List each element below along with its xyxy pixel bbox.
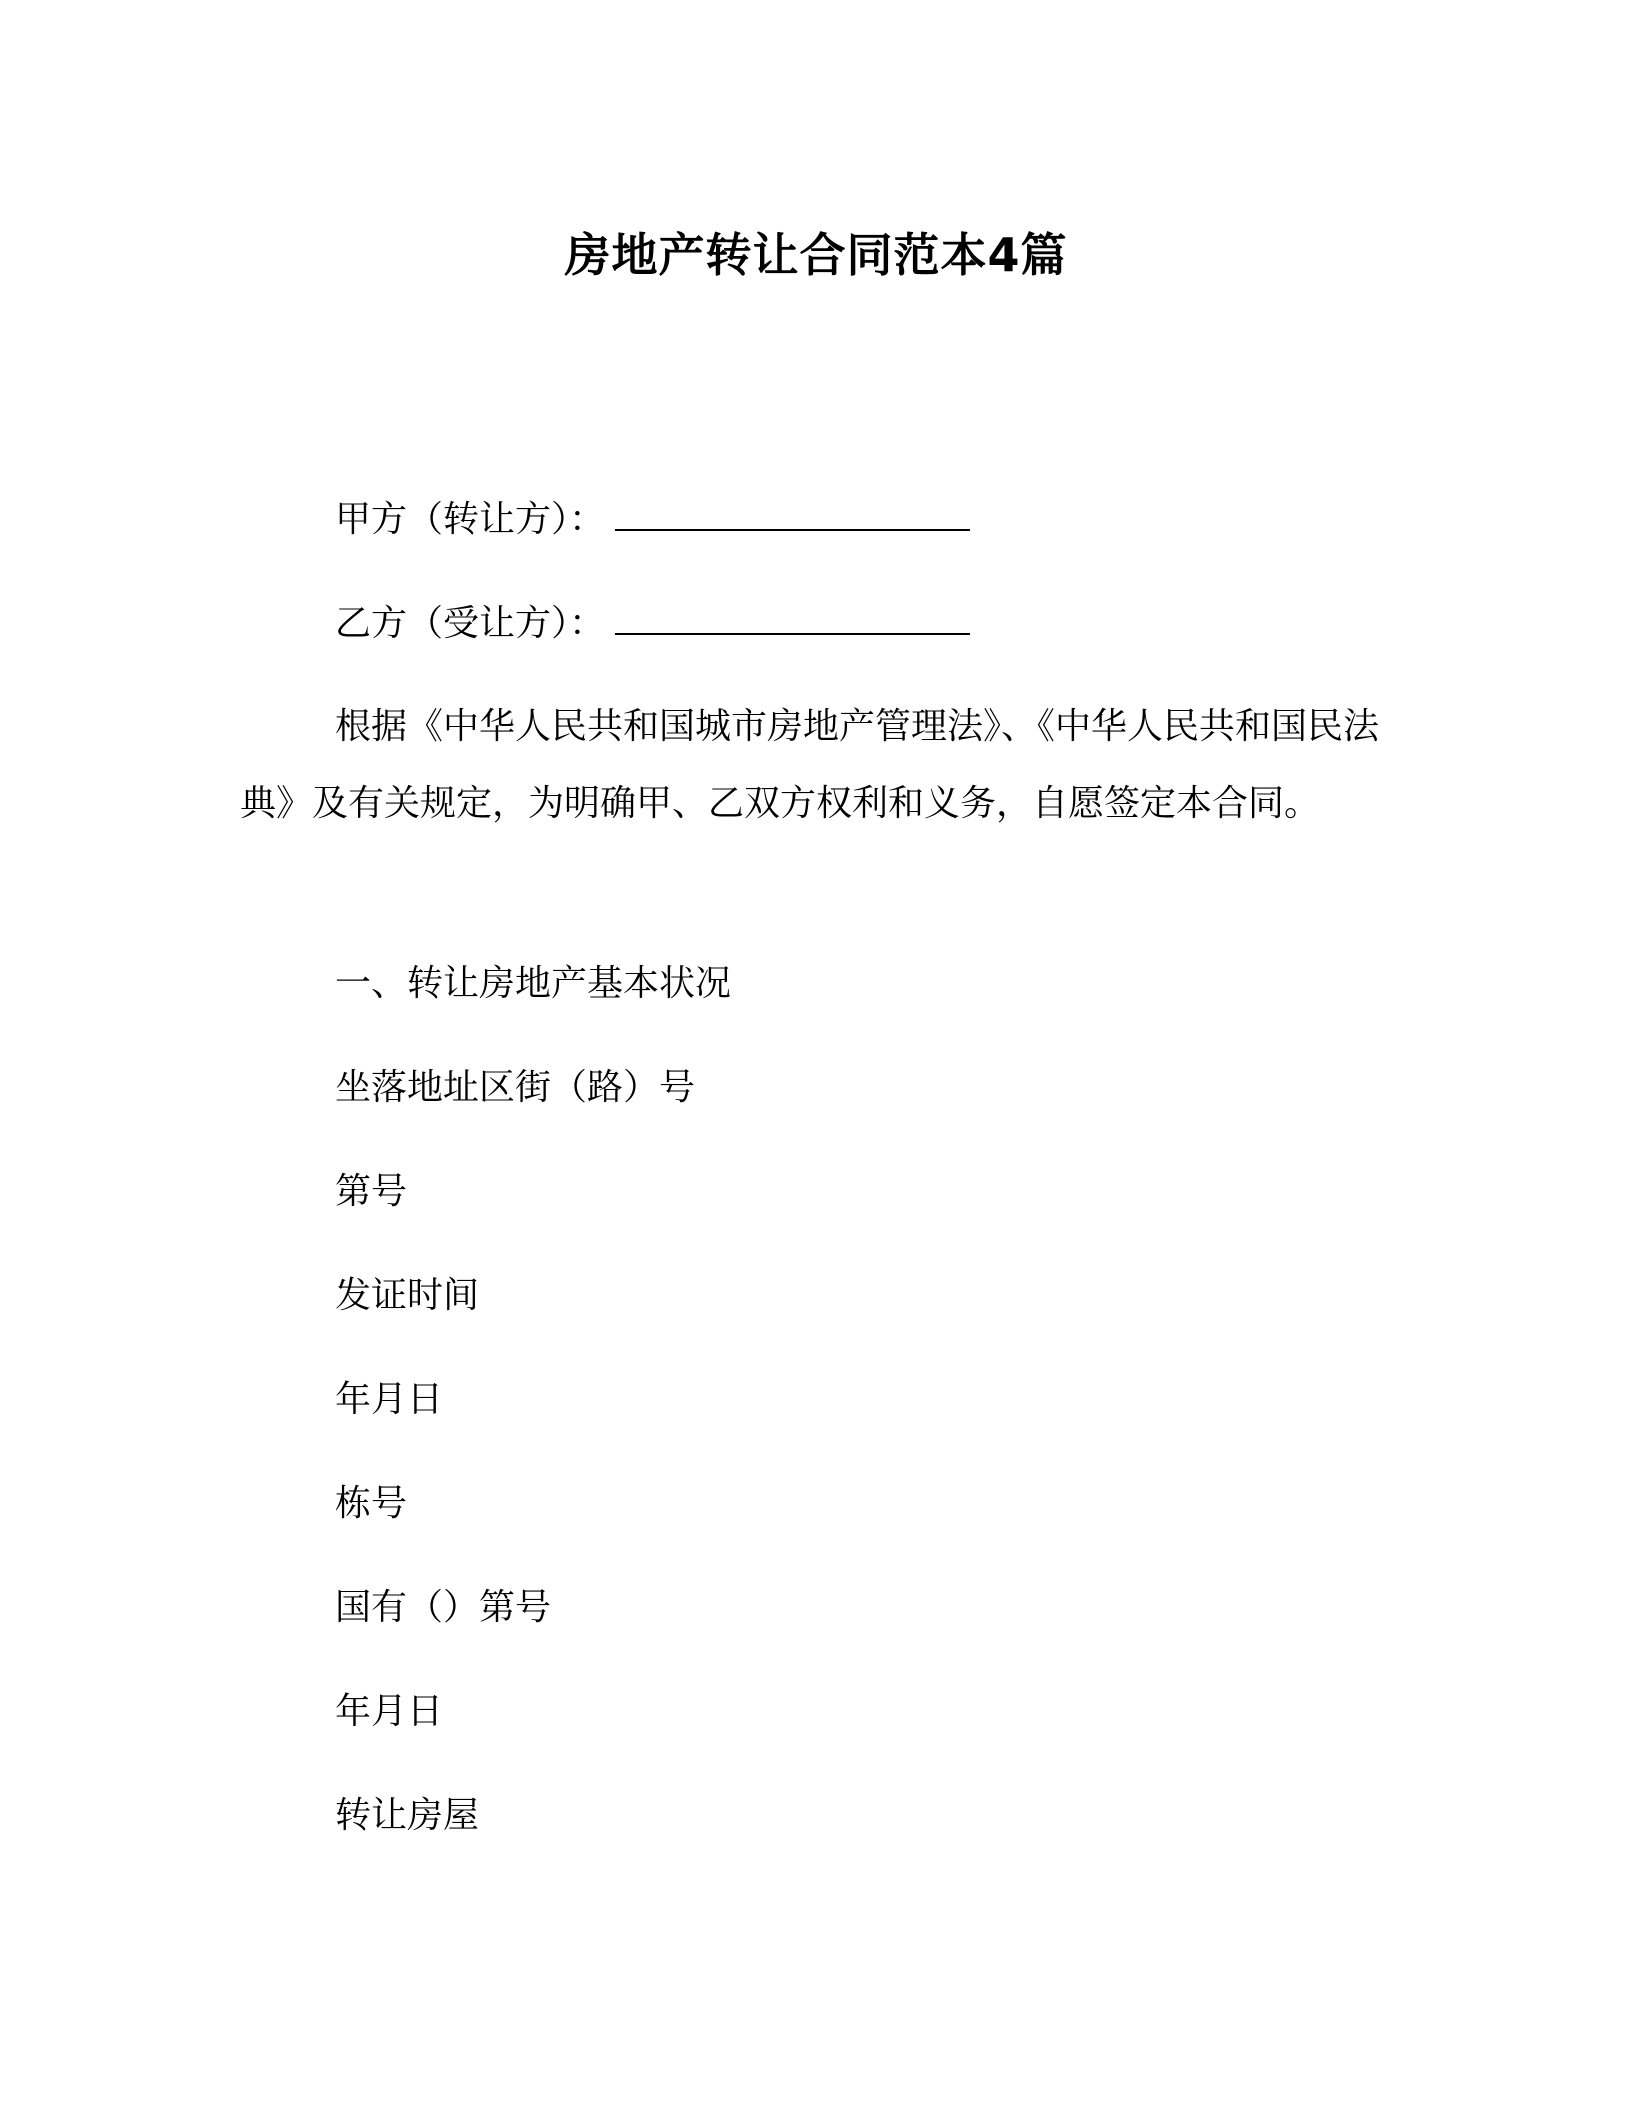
party-b-label: 乙方（受让方）： [335,603,606,644]
party-a-label: 甲方（转让方）： [335,499,606,540]
line-2: 第号 [335,1171,408,1212]
line-1: 坐落地址区街（路）号 [335,1067,696,1108]
line-8: 转让房屋 [335,1795,480,1836]
party-a-line [335,496,970,544]
section-1-heading: 一、转让房地产基本状况 [335,963,732,1004]
line-7: 年月日 [335,1691,444,1732]
document-title: 房地产转让合同范本4篇 [564,228,1068,282]
party-a-blank [615,499,970,531]
line-4: 年月日 [335,1379,444,1420]
line-6: 国有（）第号 [335,1587,552,1628]
party-b-blank [615,603,970,635]
line-5: 栋号 [335,1483,408,1524]
line-3: 发证时间 [335,1275,480,1316]
intro-paragraph: 根据《中华人民共和国城市房地产管理法》、《中华人民共和国民法典》及有关规定，为明确甲、乙双方权利和义务，自愿签定本合同。 [240,706,1380,824]
party-b-line [335,600,970,648]
